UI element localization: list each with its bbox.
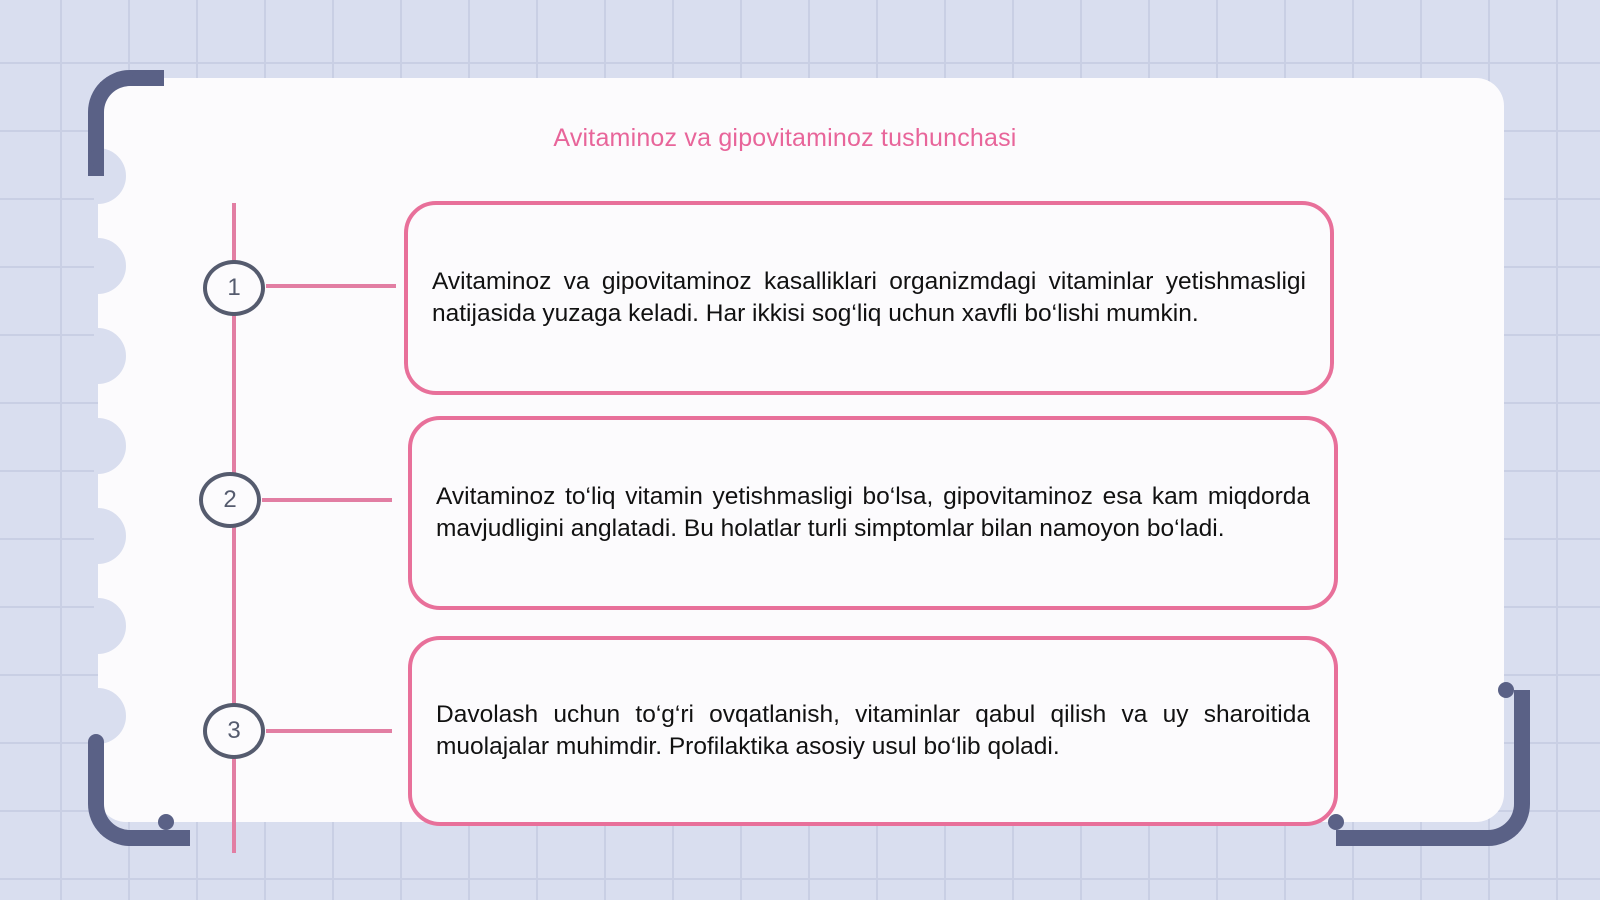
info-card-2 — [408, 416, 1338, 610]
connector-line — [266, 284, 396, 288]
frame-corner-bottom-left — [88, 742, 190, 846]
frame-cap — [158, 814, 174, 830]
info-card-3 — [408, 636, 1338, 826]
info-card-text: Avitaminoz va gipovitaminoz kasalliklari organizmdagi vitaminlar yetishmasligi natijasida yuzaga keladi. Har ikkisi sog‘liq uchun xavfli bo‘lishi mumkin. — [432, 268, 1306, 327]
step-number-3: 3 — [203, 703, 265, 759]
step-number-2: 2 — [199, 472, 261, 528]
connector-line — [266, 729, 392, 733]
frame-cap — [1328, 814, 1344, 830]
connector-line — [262, 498, 392, 502]
frame-cap — [88, 734, 104, 750]
frame-cap — [132, 70, 148, 86]
frame-corner-bottom-right — [1336, 690, 1530, 846]
slide-title-wrap — [0, 124, 1600, 153]
info-card-text: Avitaminoz to‘liq vitamin yetishmasligi bo‘lsa, gipovitaminoz esa kam miqdorda mavjudligini anglatadi. Bu holatlar turli simptomlar bilan namoyon bo‘ladi. — [436, 483, 1310, 542]
step-number-1: 1 — [203, 260, 265, 316]
frame-cap — [1498, 682, 1514, 698]
info-card-text: Davolash uchun to‘g‘ri ovqatlanish, vitaminlar qabul qilish va uy sharoitida muolajalar muhimdir. Profilaktika asosiy usul bo‘lib qoladi. — [436, 701, 1310, 760]
slide-title: Avitaminoz va gipovitaminoz tushunchasi — [553, 124, 1017, 152]
info-card-1 — [404, 201, 1334, 395]
